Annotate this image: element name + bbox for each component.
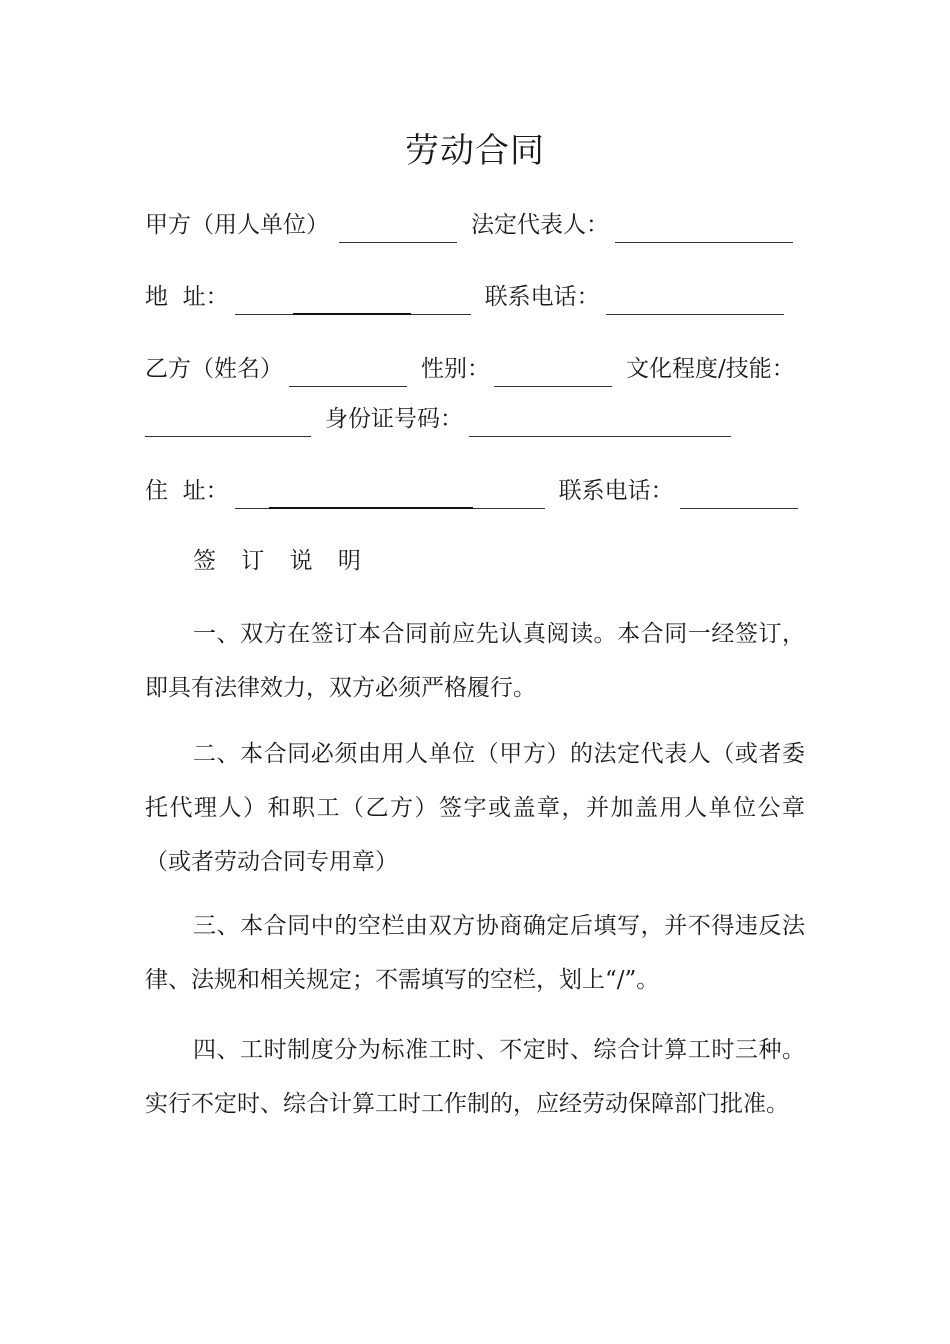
party-a-row (145, 207, 793, 243)
legal-rep-blank[interactable] (615, 215, 793, 243)
party-a-blank[interactable] (339, 215, 457, 243)
address-a-blank[interactable] (235, 287, 471, 315)
party-b-row (145, 351, 795, 387)
id-number-label: 身份证号码： (325, 406, 463, 432)
address-a-label: 地 址： (145, 284, 229, 310)
paragraph-1: 一、双方在签订本合同前应先认真阅读。本合同一经签订，即具有法律效力，双方必须严格履行。 (145, 621, 805, 701)
document-title: 劳动合同 (405, 131, 545, 171)
phone-b-blank[interactable] (680, 481, 798, 509)
section-heading: 签 订 说 明 (193, 548, 370, 574)
id-number-blank[interactable] (469, 409, 731, 437)
paragraph-3: 三、本合同中的空栏由双方协商确定后填写，并不得违反法律、法规和相关规定；不需填写的空栏，划上“/”。 (145, 913, 805, 993)
address-a-row (145, 279, 784, 315)
legal-rep-label: 法定代表人： (471, 212, 609, 238)
phone-a-blank[interactable] (606, 287, 784, 315)
education-label: 文化程度/技能： (626, 356, 795, 382)
address-b-blank[interactable] (235, 481, 545, 509)
party-b-blank[interactable] (289, 359, 407, 387)
phone-b-label: 联系电话： (558, 478, 674, 504)
gender-blank[interactable] (494, 359, 612, 387)
id-number-row (145, 401, 731, 437)
party-b-label: 乙方（姓名） (145, 356, 283, 382)
paragraph-2: 二、本合同必须由用人单位（甲方）的法定代表人（或者委托代理人）和职工（乙方）签字或盖章，并加盖用人单位公章（或者劳动合同专用章） (145, 741, 805, 875)
paragraph-4: 四、工时制度分为标准工时、不定时、综合计算工时三种。实行不定时、综合计算工时工作制的，应经劳动保障部门批准。 (145, 1037, 805, 1117)
gender-label: 性别： (421, 356, 490, 382)
party-a-label: 甲方（用人单位） (145, 212, 329, 238)
address-b-row (145, 473, 798, 509)
address-b-label: 住 址： (145, 478, 229, 504)
phone-a-label: 联系电话： (484, 284, 600, 310)
education-blank[interactable] (145, 409, 311, 437)
